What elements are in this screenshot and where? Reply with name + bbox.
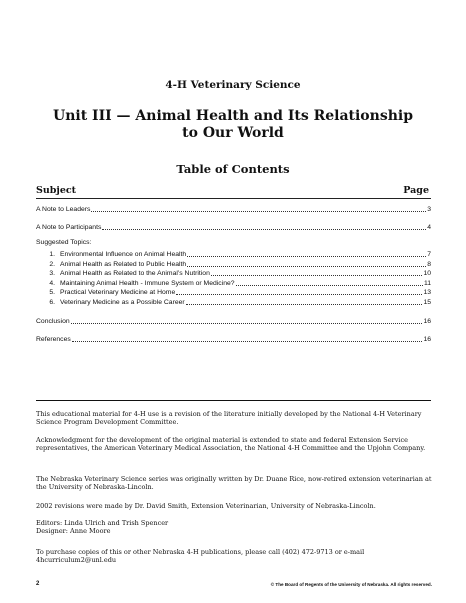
toc-entry-label: Conclusion	[36, 318, 70, 325]
unit-title-line1: Unit III — Animal Health and Its Relationship	[52, 108, 413, 124]
leader-dots	[72, 341, 423, 342]
toc-entry-page: 4	[427, 224, 431, 231]
topic-number: 5.	[49, 289, 55, 296]
topic-label: Animal Health as Related to the Animal’s Nutrition	[60, 270, 210, 277]
toc-page-header: Page	[403, 185, 429, 196]
toc-topic-5	[36, 287, 431, 297]
note-original-author: The Nebraska Veterinary Science series was originally written by Dr. Duane Rice, now-retired extension veterinarian at the University of Nebraska-Lincoln.	[36, 475, 432, 492]
toc-entry-label: A Note to Participants	[36, 224, 102, 231]
note-credits	[36, 519, 436, 536]
leader-dots	[186, 304, 423, 305]
topic-page: 8	[427, 261, 431, 268]
page-number: 2	[36, 581, 40, 587]
topic-label: Maintaining Animal Health - Immune System or Medicine?	[60, 280, 235, 287]
toc-entry-participants	[36, 222, 431, 232]
leader-dots	[187, 256, 426, 257]
unit-title	[0, 108, 466, 142]
topic-label: Practical Veterinary Medicine at Home	[60, 289, 176, 296]
toc-subject-header: Subject	[36, 185, 77, 196]
series-title: 4-H Veterinary Science	[165, 79, 301, 91]
topic-page: 15	[423, 299, 431, 306]
note-acknowledgment: Acknowledgment for the development of the original material is extended to state and federal Extension Service representatives, the American Veterinary Medical Association, the National 4-H Committee and the Upjohn Company.	[36, 436, 426, 453]
leader-dots	[176, 294, 422, 295]
leader-dots	[91, 211, 426, 212]
leader-dots	[102, 229, 426, 230]
topic-label: Veterinary Medicine as a Possible Career	[60, 299, 185, 306]
toc-entry-page: 16	[423, 318, 431, 325]
toc-header-rule	[36, 198, 431, 199]
topic-number: 3.	[49, 270, 55, 277]
unit-title-line2: to Our World	[182, 125, 284, 141]
toc-heading: Table of Contents	[176, 162, 290, 176]
editors-line: Editors: Linda Ulrich and Trish Spencer	[36, 519, 169, 527]
topic-page: 11	[423, 280, 431, 287]
purchase-email-link[interactable]: 4hcurriculum2@unl.edu	[36, 556, 117, 565]
toc-entry-leaders	[36, 204, 431, 214]
toc-entry-label: References	[36, 336, 71, 343]
topic-page: 7	[427, 251, 431, 258]
toc-entry-conclusion	[36, 316, 431, 326]
leader-dots	[71, 323, 423, 324]
leader-dots	[236, 285, 423, 286]
leader-dots	[211, 275, 423, 276]
topic-page: 10	[423, 270, 431, 277]
topic-label: Environmental Influence on Animal Health	[60, 251, 187, 258]
copyright-notice: © The Board of Regents of the University of Nebraska. All rights reserved.	[270, 582, 432, 587]
topic-number: 4.	[49, 280, 55, 287]
toc-topic-6	[36, 297, 431, 307]
leader-dots	[187, 266, 426, 267]
notes-divider	[36, 400, 431, 401]
toc-entry-page: 16	[423, 336, 431, 343]
note-revisions-2002: 2002 revisions were made by Dr. David Smith, Extension Veterinarian, University of Nebraska-Lincoln.	[36, 502, 376, 510]
topic-page: 13	[423, 289, 431, 296]
toc-topic-3	[36, 268, 431, 278]
topic-number: 2.	[49, 261, 55, 268]
topic-number: 1.	[49, 251, 55, 258]
topic-number: 6.	[49, 299, 55, 306]
topic-label: Animal Health as Related to Public Health	[60, 261, 187, 268]
note-purchase	[36, 548, 436, 565]
suggested-topics-label: Suggested Topics:	[36, 239, 92, 246]
toc-entry-references	[36, 334, 431, 344]
toc-topic-1	[36, 249, 431, 259]
note-revision: This educational material for 4-H use is a revision of the literature initially developed by the National 4-H Veterinary Science Program Development Committee.	[36, 410, 422, 427]
toc-entry-label: A Note to Leaders	[36, 206, 91, 213]
toc-entry-page: 3	[427, 206, 431, 213]
designer-line: Designer: Anne Moore	[36, 527, 111, 536]
purchase-line: To purchase copies of this or other Nebraska 4-H publications, please call (402) 472-9713 or e-mail	[36, 548, 365, 556]
